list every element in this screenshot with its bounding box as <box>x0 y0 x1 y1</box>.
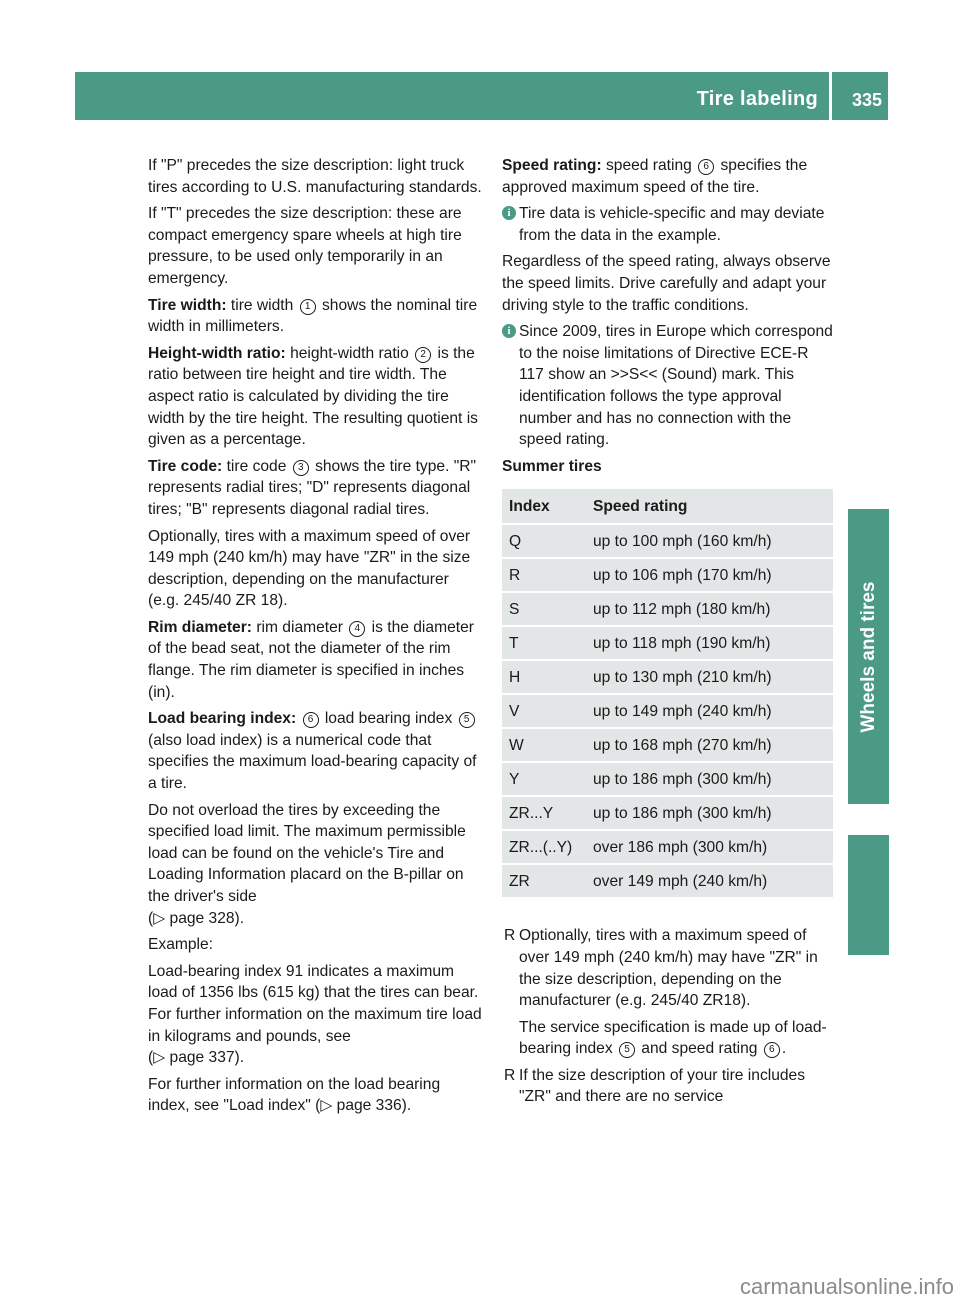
page-title: Tire labeling <box>696 88 818 110</box>
index-cell: Y <box>502 763 586 795</box>
callout-number: 6 <box>303 712 319 728</box>
load-index-paragraph: Load bearing index: 6 load bearing index 5 (also load index) is a numerical code that specifies the maximum load-bearing capacity of a tire. <box>148 710 477 793</box>
table-row <box>502 695 833 727</box>
speed-cell: up to 106 mph (170 km/h) <box>586 559 833 591</box>
speed-cell: up to 118 mph (190 km/h) <box>586 627 833 659</box>
index-cell: H <box>502 661 586 693</box>
paragraph-p-prefix: If "P" precedes the size description: light truck tires according to U.S. manufacturing standards. <box>148 157 482 196</box>
header-bar <box>75 72 888 120</box>
speed-rating-paragraph: Speed rating: speed rating 6 specifies the approved maximum speed of the tire. <box>502 157 808 196</box>
example-label: Example: <box>148 936 214 954</box>
speed-cell: up to 112 mph (180 km/h) <box>586 593 833 625</box>
column-header: Speed rating <box>586 489 833 523</box>
speed-cell: up to 130 mph (210 km/h) <box>586 661 833 693</box>
page-reference-link[interactable]: (▷ page 328). <box>148 909 245 927</box>
page-number: 335 <box>851 90 882 110</box>
header-divider <box>829 72 832 120</box>
callout-number: 1 <box>300 299 316 315</box>
term: Tire width: <box>148 296 227 314</box>
summer-tires-heading: Summer tires <box>502 457 602 475</box>
speed-limit-paragraph: Regardless of the speed rating, always observe the speed limits. Drive carefully and adapt your driving style to the traffic conditions. <box>502 253 831 314</box>
paragraph-t-prefix: If "T" precedes the size description: these are compact emergency spare wheels at high tire pressure, to be used only temporarily in an emergency. <box>148 205 462 287</box>
index-cell: S <box>502 593 586 625</box>
callout-number: 5 <box>459 712 475 728</box>
callout-number: 6 <box>764 1042 780 1058</box>
table-header-row <box>502 489 833 523</box>
index-cell: V <box>502 695 586 727</box>
table-row <box>502 729 833 761</box>
optional-zr-paragraph: Optionally, tires with a maximum speed of over 149 mph (240 km/h) may have "ZR" in the size description, depending on the manufacturer (e.g. 245/40 ZR 18). <box>148 527 471 610</box>
section-tab-marker <box>848 835 889 955</box>
height-width-paragraph: Height-width ratio: height-width ratio 2 is the ratio between tire height and tire width. The aspect ratio is calculated by dividing the tire width by the tire height. The resulting quotient is given as a percentage. <box>148 344 478 449</box>
speed-rating-table <box>502 487 833 899</box>
table-row <box>502 627 833 659</box>
example-paragraph: Load-bearing index 91 indicates a maximum load of 1356 lbs (615 kg) that the tires can bear. For further information on the maximum tire load in kilograms and pounds, see (▷ page 337). <box>148 962 482 1067</box>
info-note: i Tire data is vehicle-specific and may deviate from the data in the example. <box>502 203 834 246</box>
bullet-mark: R <box>504 927 516 945</box>
index-cell: Q <box>502 525 586 557</box>
spacer <box>502 899 834 925</box>
index-cell: ZR...Y <box>502 797 586 829</box>
right-column <box>502 155 834 1113</box>
speed-cell: up to 168 mph (270 km/h) <box>586 729 833 761</box>
callout-number: 6 <box>698 159 714 175</box>
index-cell: ZR <box>502 865 586 897</box>
speed-cell: up to 149 mph (240 km/h) <box>586 695 833 727</box>
index-cell: ZR...(..Y) <box>502 831 586 863</box>
term: Rim diameter: <box>148 618 252 636</box>
list-item: R Optionally, tires with a maximum speed of over 149 mph (240 km/h) may have "ZR" in the size description, depending on the manufacturer (e.g. 245/40 ZR18). <box>504 927 818 1010</box>
index-cell: W <box>502 729 586 761</box>
table-row <box>502 661 833 693</box>
speed-cell: over 186 mph (300 km/h) <box>586 831 833 863</box>
speed-cell: up to 100 mph (160 km/h) <box>586 525 833 557</box>
callout-number: 3 <box>293 460 309 476</box>
column-header: Index <box>502 489 586 523</box>
info-icon: i <box>502 206 516 220</box>
term: Speed rating: <box>502 157 602 174</box>
table-row <box>502 593 833 625</box>
callout-number: 2 <box>415 347 431 363</box>
section-tab <box>848 509 889 804</box>
index-cell: R <box>502 559 586 591</box>
term: Load bearing index: <box>148 710 297 728</box>
list-item: R If the size description of your tire includes "ZR" and there are no service <box>504 1066 806 1106</box>
term: Tire code: <box>148 457 223 475</box>
table-row <box>502 559 833 591</box>
table-row <box>502 797 833 829</box>
section-tab-label: Wheels and tires <box>857 581 879 732</box>
bullet-mark: R <box>504 1066 516 1084</box>
info-icon: i <box>502 324 516 338</box>
index-cell: T <box>502 627 586 659</box>
tire-width-paragraph: Tire width: tire width 1 shows the nominal tire width in millimeters. <box>148 296 478 336</box>
table-row <box>502 525 833 557</box>
speed-cell: up to 186 mph (300 km/h) <box>586 797 833 829</box>
tire-code-paragraph: Tire code: tire code 3 shows the tire type. "R" represents radial tires; "D" represents diagonal tires; "B" represents diagonal radial tires. <box>148 457 477 518</box>
further-info-paragraph: For further information on the load bearing index, see "Load index" (▷ page 336). <box>148 1075 441 1115</box>
table-row <box>502 831 833 863</box>
service-spec-paragraph: The service specification is made up of load-bearing index 5 and speed rating 6 . <box>519 1018 827 1058</box>
term: Height-width ratio: <box>148 344 286 362</box>
info-note: i Since 2009, tires in Europe which correspond to the noise limitations of Directive ECE-R 117 show an >>S<< (Sound) mark. This identification follows the type approval number and has no connection with the speed rating. <box>502 321 834 451</box>
left-column <box>148 155 482 1122</box>
speed-cell: up to 186 mph (300 km/h) <box>586 763 833 795</box>
table-row <box>502 763 833 795</box>
page-reference-link[interactable]: (▷ page 337). <box>148 1049 245 1067</box>
watermark: carmanualsonline.info <box>739 1274 954 1299</box>
rim-diameter-paragraph: Rim diameter: rim diameter 4 is the diameter of the bead seat, not the diameter of the rim flange. The rim diameter is specified in inches (in). <box>148 618 474 701</box>
speed-cell: over 149 mph (240 km/h) <box>586 865 833 897</box>
callout-number: 4 <box>349 621 365 637</box>
overload-paragraph: Do not overload the tires by exceeding the specified load limit. The maximum permissible load can be found on the vehicle's Tire and Loading Information placard on the B-pillar on the driver's side (▷ page 328). <box>148 801 466 927</box>
callout-number: 5 <box>619 1042 635 1058</box>
table-row <box>502 865 833 897</box>
